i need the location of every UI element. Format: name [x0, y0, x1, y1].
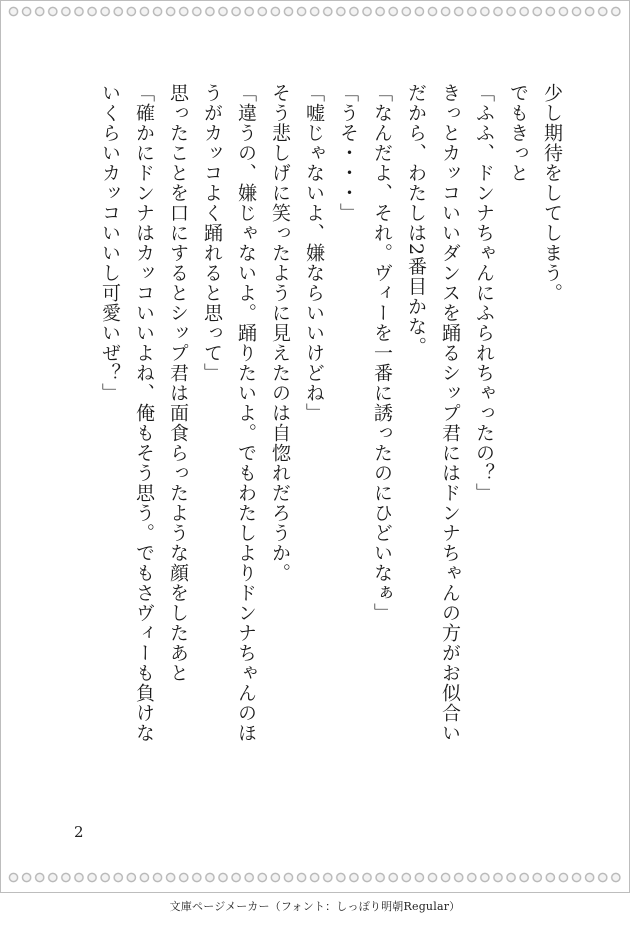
- text-line: でもきっと: [507, 83, 529, 183]
- text-line: 少し期待をしてしまう。: [541, 83, 563, 303]
- page-number: 2: [74, 823, 84, 841]
- text-line: うがカッコよく踊れると思って」: [201, 83, 223, 383]
- text-line: きっとカッコいいダンスを踊るシップ君にはドンナちゃんの方がお似合い: [439, 83, 461, 743]
- text-line: だから、わたしは2番目かな。: [405, 83, 427, 357]
- bottom-dot-border: [7, 871, 623, 885]
- text-line: いくらいカッコいいし可愛いぜ？」: [99, 83, 121, 403]
- text-line: 「なんだよ、それ。ヴィーを一番に誘ったのにひどいなぁ」: [371, 83, 393, 623]
- vertical-text-body: [61, 83, 569, 803]
- text-line: 思ったことを口にするとシップ君は面食らったような顔をしたあと: [167, 83, 189, 683]
- text-line: 「違うの、嫌じゃないよ。踊りたいよ。でもわたしよりドンナちゃんのほ: [235, 83, 257, 743]
- generator-caption: 文庫ページメーカー（フォント：しっぽり明朝Regular）: [169, 900, 461, 913]
- text-line: 「確かにドンナはカッコいいよね、俺もそう思う。でもさヴィーも負けな: [133, 83, 155, 743]
- text-line: 「ふふ、ドンナちゃんにふられちゃったの？」: [473, 83, 495, 503]
- top-dot-border: [7, 5, 623, 19]
- text-line: 「嘘じゃないよ、嫌ならいいけどね」: [303, 83, 325, 423]
- text-line: 「うそ・・・」: [337, 83, 359, 223]
- text-line: そう悲しげに笑ったように見えたのは自惚れだろうか。: [269, 83, 291, 583]
